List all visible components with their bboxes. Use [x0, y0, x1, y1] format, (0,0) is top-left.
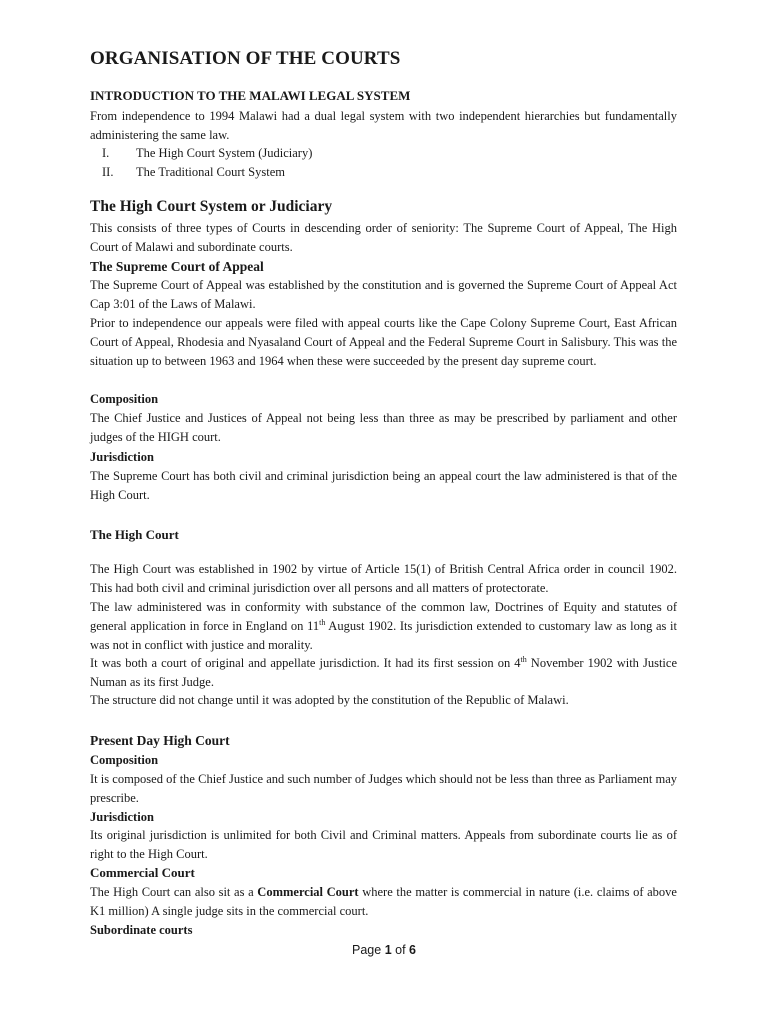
supreme-jurisdiction-heading: Jurisdiction: [90, 450, 154, 464]
supreme-composition-paragraph: The Chief Justice and Justices of Appeal not being less than three as may be prescribed by parliament and other judges of the HIGH court.: [90, 411, 677, 444]
document-title: ORGANISATION OF THE COURTS: [90, 48, 401, 69]
commercial-court-paragraph: [90, 883, 677, 921]
present-composition-paragraph: It is composed of the Chief Justice and such number of Judges which should not be less than three as Parliament may prescribe.: [90, 772, 677, 805]
high-court-paragraph-2: [90, 598, 677, 654]
present-composition-heading: Composition: [90, 753, 159, 767]
supreme-composition-heading: Composition: [90, 392, 159, 406]
intro-heading: INTRODUCTION TO THE MALAWI LEGAL SYSTEM: [90, 88, 411, 103]
text-run: The law administered was in conformity with substance of the common law, Doctrines of Equity and statutes of general application in force in England on 11: [90, 600, 677, 633]
footer-total-pages: 6: [409, 943, 416, 957]
supreme-court-heading: The Supreme Court of Appeal: [90, 259, 264, 274]
list-text: The Traditional Court System: [136, 164, 285, 179]
footer-page-word: Page: [352, 943, 382, 957]
present-jurisdiction-paragraph: Its original jurisdiction is unlimited for both Civil and Criminal matters. Appeals from subordinate courts lie as of right to the High Court.: [90, 828, 677, 861]
list-item: [90, 144, 677, 163]
supreme-court-paragraph-2: Prior to independence our appeals were filed with appeal courts like the Cape Colony Supreme Court, East African Court of Appeal, Rhodesia and Nyasaland Court of Appeal and the Federal Supreme Court in Salisbury. This was the situation up to between 1963 and 1964 when these were succeeded by the present day supreme court.: [90, 316, 677, 368]
footer-of-word: of: [395, 943, 406, 957]
subordinate-courts-heading: Subordinate courts: [90, 923, 193, 937]
list-text: The High Court System (Judiciary): [136, 146, 313, 160]
high-court-system-paragraph: This consists of three types of Courts in descending order of seniority: The Supreme Court of Appeal, The High Court of Malawi and subordinate courts.: [90, 221, 677, 254]
text-run: where the matter is commercial in nature (i.e. claims of above K1 million) A single judge sits in the commercial court.: [90, 885, 677, 918]
text-run: August 1902. Its jurisdiction extended to customary law as long as it was not in conflict with justice and morality.: [90, 618, 677, 652]
present-jurisdiction-heading: Jurisdiction: [90, 810, 154, 824]
text-run: The High Court can also sit as a: [90, 885, 258, 899]
bold-text: Commercial Court: [257, 885, 359, 899]
high-court-paragraph-4: The structure did not change until it was adopted by the constitution of the Republic of Malawi.: [90, 693, 569, 707]
text-run: It was both a court of original and appellate jurisdiction. It had its first session on 4: [90, 656, 521, 670]
present-day-heading: Present Day High Court: [90, 733, 230, 748]
list-number: I.: [102, 146, 110, 160]
supreme-jurisdiction-paragraph: The Supreme Court has both civil and criminal jurisdiction being an appeal court the law administered is that of the High Court.: [90, 469, 677, 502]
superscript: th: [319, 617, 326, 627]
page-footer: [0, 943, 768, 957]
list-number: II.: [102, 164, 114, 179]
supreme-court-paragraph-1: The Supreme Court of Appeal was established by the constitution and is governed the Supreme Court of Appeal Act Cap 3:01 of the Laws of Malawi.: [90, 278, 677, 311]
list-item: [90, 163, 677, 182]
commercial-court-heading: Commercial Court: [90, 865, 195, 880]
footer-page-number: 1: [384, 943, 392, 957]
court-system-list: [90, 144, 677, 182]
intro-paragraph: From independence to 1994 Malawi had a dual legal system with two independent hierarchies but fundamentally administering the same law.: [90, 109, 677, 142]
high-court-system-heading: The High Court System or Judiciary: [90, 198, 333, 215]
high-court-heading: The High Court: [90, 527, 179, 542]
high-court-paragraph-1: The High Court was established in 1902 by virtue of Article 15(1) of British Central Africa order in council 1902. This had both civil and criminal jurisdiction over all persons and all matters of protectorate.: [90, 562, 677, 595]
text-run: November 1902 with Justice Numan as its first Judge.: [90, 656, 677, 689]
superscript: th: [520, 654, 527, 664]
high-court-paragraph-3: [90, 654, 677, 692]
